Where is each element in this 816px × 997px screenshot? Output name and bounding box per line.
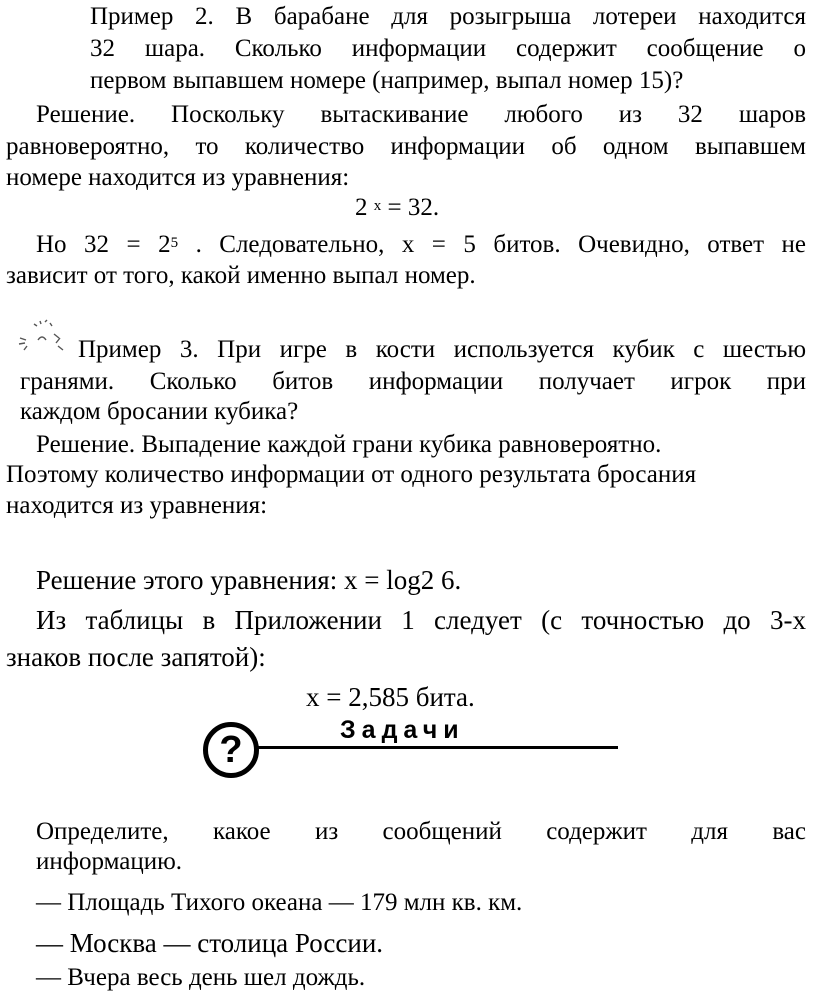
example2-solution-2: равновероятно, то количество информации об одном выпавшем	[6, 133, 806, 160]
equation-exponent: x	[373, 198, 382, 214]
task-question-1: Определите, какое из сообщений содержит для вас	[36, 818, 806, 845]
example3-line-3: каждом бросании кубика?	[20, 398, 299, 425]
example2-equation	[355, 193, 439, 223]
tasks-divider	[258, 746, 618, 749]
task-item-1: — Площадь Тихого океана — 179 млн кв. км.	[36, 889, 523, 916]
example3-line-2: гранями. Сколько битов информации получает игрок при	[20, 368, 806, 395]
task-item-3: — Вчера весь день шел дождь.	[36, 964, 366, 991]
example3-result-2: Из таблицы в Приложении 1 следует (с точностью до 3-х	[36, 605, 806, 635]
example2-conclusion-2: зависит от того, какой именно выпал номер.	[6, 262, 476, 289]
example3-solution-2: Поэтому количество информации от одного результата бросания	[6, 461, 697, 488]
task-item-2: — Москва — столица России.	[36, 928, 384, 958]
example3-line-1: Пример 3. При игре в кости используется кубик с шестью	[78, 336, 806, 363]
example2-line-1: Пример 2. В барабане для розыгрыша лотереи находится	[90, 3, 806, 30]
conclusion-post: . Следовательно, x = 5 битов. Очевидно, ответ не	[195, 231, 807, 258]
example2-line-3: первом выпавшем номере (например, выпал номер 15)?	[90, 67, 684, 94]
pencil-scribble-icon	[14, 316, 74, 360]
example2-solution-1: Решение. Поскольку вытаскивание любого из 32 шаров	[36, 101, 806, 128]
conclusion-exponent: 5	[170, 235, 179, 251]
example2-conclusion-1	[36, 230, 806, 260]
example2-solution-3: номере находится из уравнения:	[6, 164, 350, 191]
tasks-title: Задачи	[340, 716, 465, 744]
example3-result-4: x = 2,585 бита.	[306, 682, 475, 712]
example2-line-2: 32 шара. Сколько информации содержит сообщение о	[90, 35, 806, 62]
example3-solution-1: Решение. Выпадение каждой грани кубика равновероятно.	[36, 431, 662, 458]
example3-result-1: Решение этого уравнения: x = log2 6.	[36, 565, 462, 595]
example3-solution-3: находится из уравнения:	[6, 492, 268, 519]
question-icon: ?	[203, 722, 259, 778]
equation-rest: = 32.	[387, 194, 440, 221]
example3-result-3: знаков после запятой):	[6, 642, 266, 672]
task-question-2: информацию.	[36, 848, 183, 875]
equation-base: 2	[355, 194, 368, 221]
conclusion-pre: Но 32 = 2	[36, 231, 171, 258]
